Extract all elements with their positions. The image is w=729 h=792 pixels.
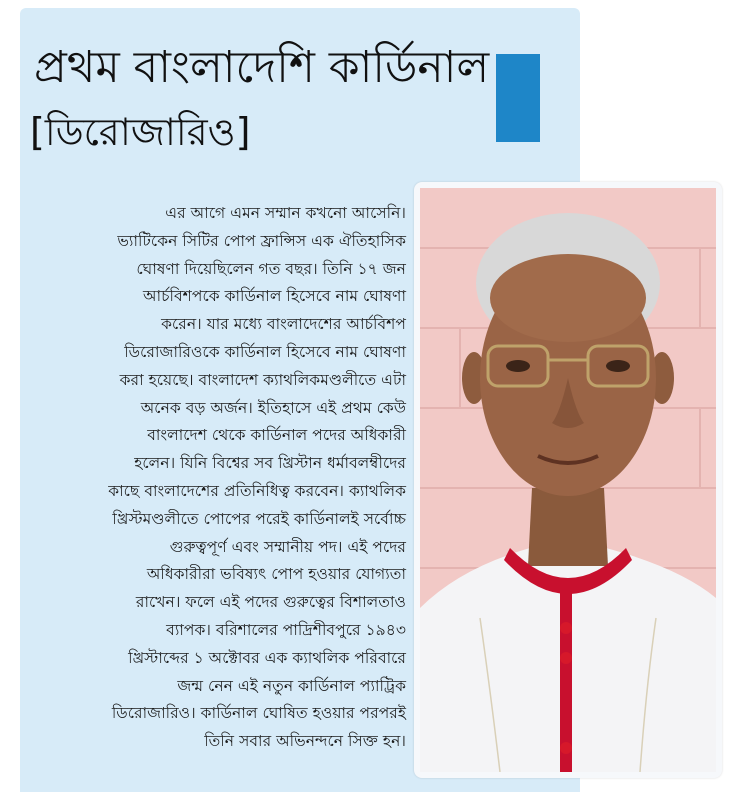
body-line: খ্রিস্টমণ্ডলীতে পোপের পরেই কার্ডিনালই সর্বোচ্চ <box>112 509 406 528</box>
article-subtitle: [ডিরোজারিও] <box>30 110 251 154</box>
body-line: আর্চবিশপকে কার্ডিনাল হিসেবে নাম ঘোষণা <box>142 287 406 306</box>
portrait-photo <box>414 182 722 778</box>
body-line: অধিকারীরা ভবিষ্যৎ পোপ হওয়ার যোগ্যতা <box>146 565 406 584</box>
body-line: কাছে বাংলাদেশের প্রতিনিধিত্ব করবেন। ক্যাথলিক <box>108 481 406 500</box>
body-line: তিনি সবার অভিনন্দনে সিক্ত হন। <box>204 732 406 751</box>
body-line: ডিরোজারিও। কার্ডিনাল ঘোষিত হওয়ার পরপরই <box>111 704 406 723</box>
article-body <box>24 200 406 756</box>
body-line: ব্যাপক। বরিশালের পাদ্রিশীবপুরে ১৯৪৩ <box>166 620 406 639</box>
body-line: করেন। যার মধ্যে বাংলাদেশের আর্চবিশপ <box>161 315 406 334</box>
body-line: ডিরোজারিওকে কার্ডিনাল হিসেবে নাম ঘোষণা <box>124 342 406 361</box>
body-line: ভ্যাটিকেন সিটির পোপ ফ্রান্সিস এক ঐতিহাসিক <box>117 231 406 250</box>
body-line: জন্ম নেন এই নতুন কার্ডিনাল প্যাট্রিক <box>177 676 406 695</box>
body-line: ঘোষণা দিয়েছিলেন গত বছর। তিনি ১৭ জন <box>136 259 406 278</box>
body-line: গুরুত্বপূর্ণ এবং সম্মানীয় পদ। এই পদের <box>169 537 406 556</box>
body-line: রাখেন। ফলে এই পদের গুরুত্বের বিশালতাও <box>135 593 406 612</box>
article-title: প্রথম বাংলাদেশি কার্ডিনাল <box>34 42 490 93</box>
body-line: এর আগে এমন সম্মান কখনো আসেনি। <box>165 204 406 222</box>
body-line: অনেক বড় অর্জন। ইতিহাসে এই প্রথম কেউ <box>140 398 406 417</box>
body-line: করা হয়েছে। বাংলাদেশ ক্যাথলিকমণ্ডলীতে এটা <box>119 370 406 389</box>
body-line: বাংলাদেশ থেকে কার্ডিনাল পদের অধিকারী <box>147 426 406 445</box>
portrait-illustration <box>420 188 716 772</box>
body-line: হলেন। যিনি বিশ্বের সব খ্রিস্টান ধর্মাবলম্বীদের <box>134 454 406 473</box>
body-line: খ্রিস্টাব্দের ১ অক্টোবর এক ক্যাথলিক পরিবারে <box>128 648 406 667</box>
accent-bar <box>496 54 540 142</box>
